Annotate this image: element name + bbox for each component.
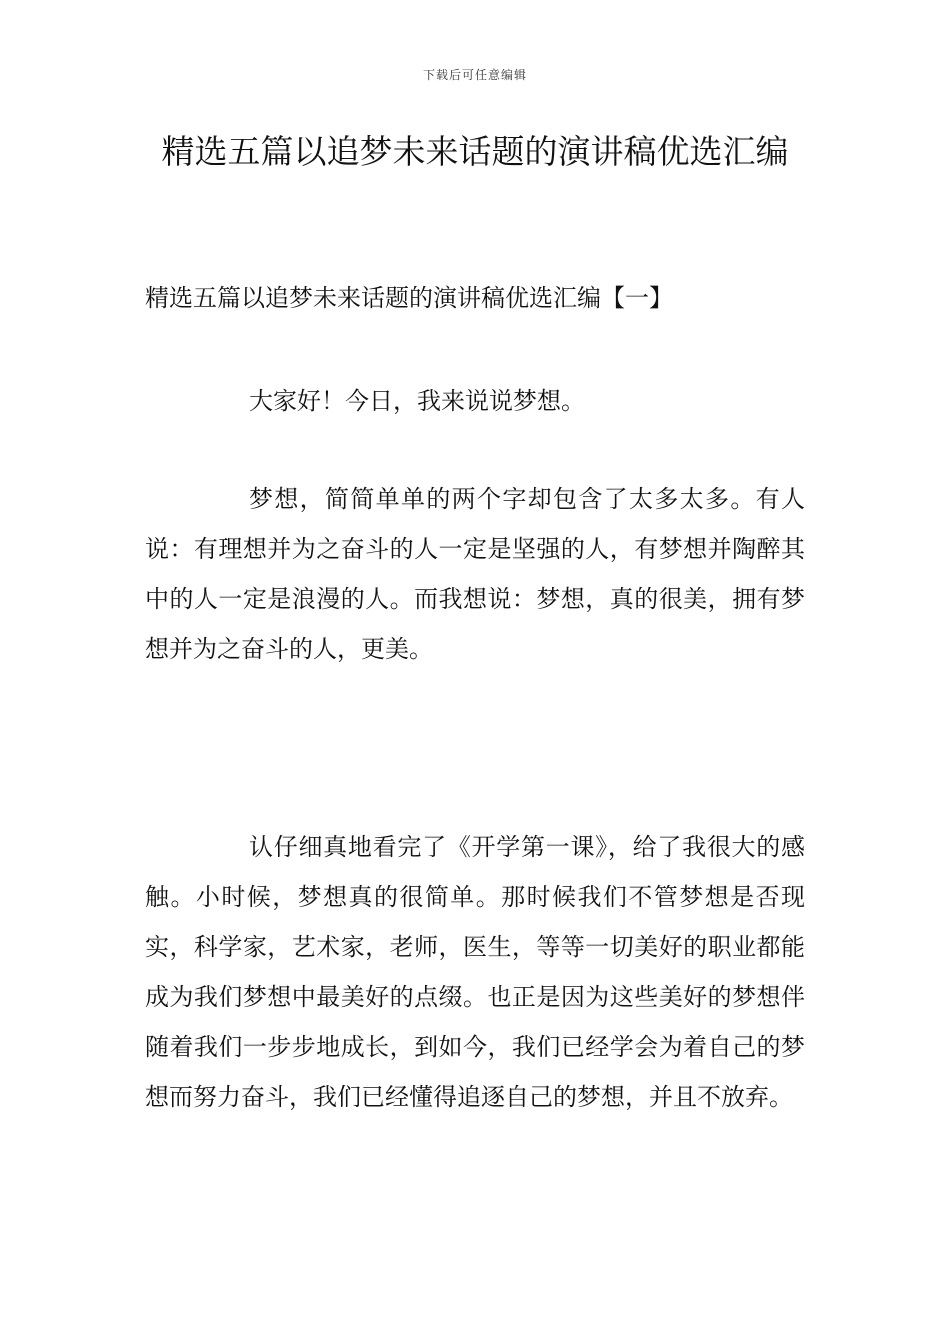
header-note: 下载后可任意编辑 (422, 68, 527, 82)
paragraph-first-lesson: 认仔细真地看完了《开学第一课》，给了我很大的感触。小时候，梦想真的很简单。那时候我们不管梦想是否现实，科学家，艺术家，老师，医生，等等一切美好的职业都能成为我们梦想中最美好的点缀。也正是因为这些美好的梦想伴随着我们一步步地成长，到如今，我们已经学会为着自己的梦想而努力奋斗，我们已经懂得追逐自己的梦想，并且不放弃。 (145, 833, 805, 1111)
paragraph-greeting: 大家好！今日，我来说说梦想。 (249, 387, 585, 415)
section-heading: 精选五篇以追梦未来话题的演讲稿优选汇编【一】 (145, 284, 673, 312)
paragraph-dream-meaning: 梦想，简简单单的两个字却包含了太多太多。有人说：有理想并为之奋斗的人一定是坚强的人，有梦想并陶醉其中的人一定是浪漫的人。而我想说：梦想，真的很美，拥有梦想并为之奋斗的人，更美。 (145, 485, 805, 663)
document-title: 精选五篇以追梦未来话题的演讲稿优选汇编 (161, 132, 789, 171)
